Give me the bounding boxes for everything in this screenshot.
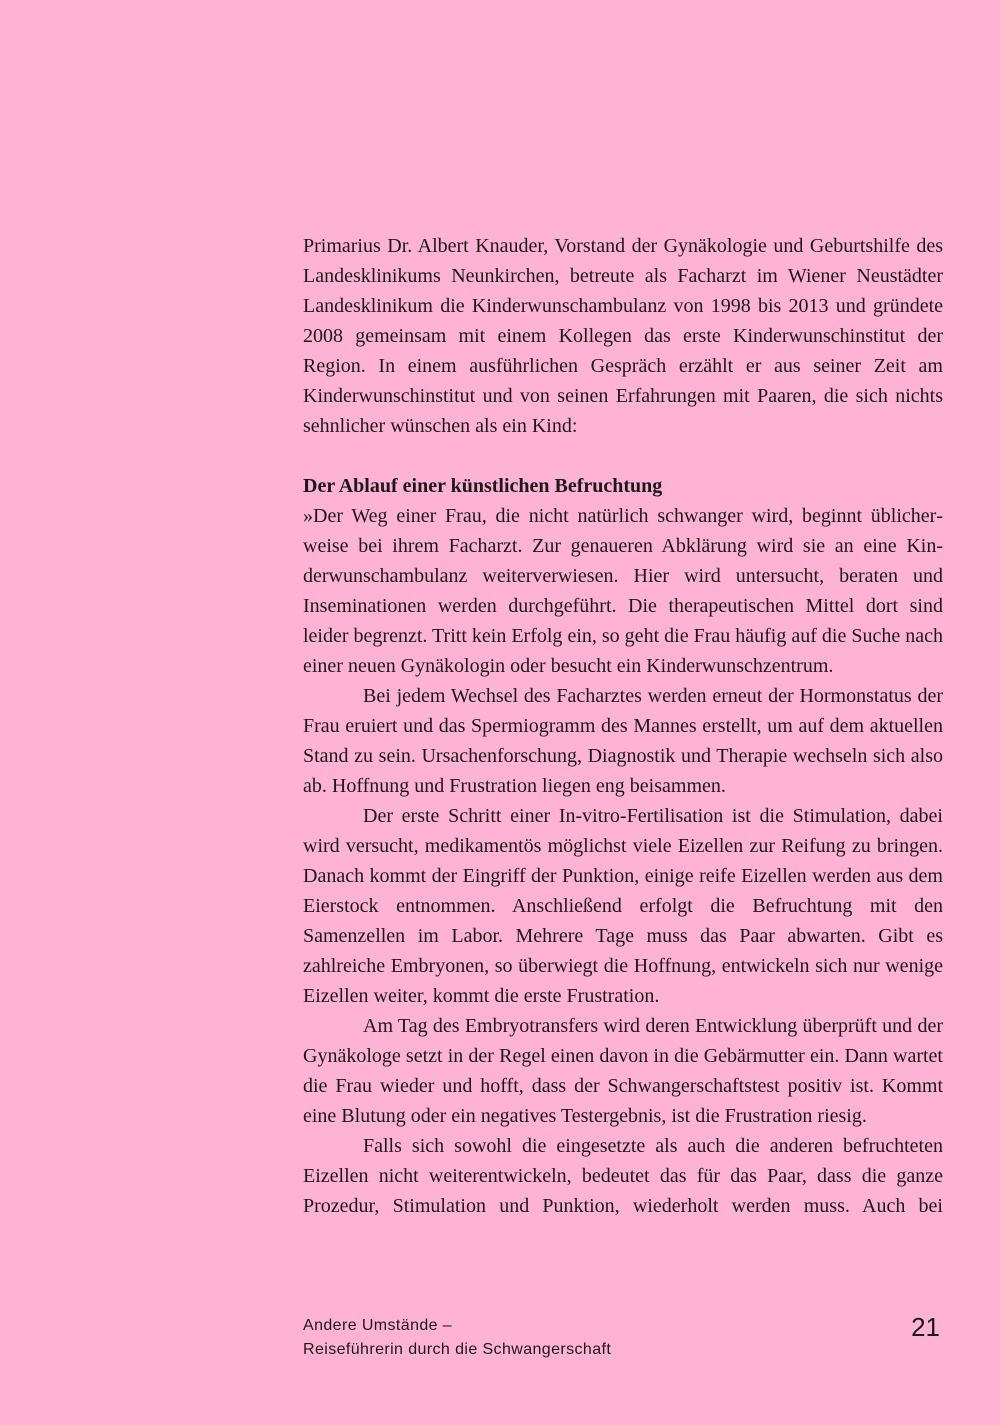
- page-number: 21: [911, 1312, 940, 1342]
- body-paragraph-4: Am Tag des Embryotransfers wird deren Entwicklung überprüft und der Gynäkologe setzt in der Regel einen davon in die Gebärmutter ein. Dann wartet die Frau wieder und hofft, dass der Schwangerschaftstest positiv ist. Kommt eine Blutung oder ein negatives Testergebnis, ist die Frustration riesig.: [303, 1015, 943, 1127]
- body-paragraph-2: Bei jedem Wechsel des Facharztes werden erneut der Hormonstatus der Frau eruiert und das Spermiogramm des Mannes erstellt, um auf dem aktuellen Stand zu sein. Ursachenforschung, Diagnostik und Therapie wechseln sich also ab. Hoffnung und Frustration liegen eng beisammen.: [303, 685, 943, 797]
- running-footer-title: [303, 1314, 611, 1362]
- body-paragraph-3: Der erste Schritt einer In-vitro-Fertilisation ist die Stimulation, dabei wird versucht, medikamentös möglichst viele Eizellen zur Reifung zu bringen. Danach kommt der Eingriff der Punktion, einige reife Eizellen werden aus dem Eierstock entnommen. Anschließend erfolgt die Befruchtung mit den Samenzellen im Labor. Mehrere Tage muss das Paar abwarten. Gibt es zahlreiche Embryonen, so überwiegt die Hoffnung, entwickeln sich nur wenige Eizellen weiter, kommt die erste Frustration.: [303, 805, 943, 1007]
- footer-title-line-2: Reiseführerin durch die Schwangerschaft: [303, 1341, 612, 1358]
- section-heading: Der Ablauf einer künstlichen Befruchtung: [303, 475, 663, 497]
- intro-paragraph: Primarius Dr. Albert Knauder, Vorstand der Gynäkologie und Geburtshilfe des Landesklinikums Neunkirchen, betreute als Facharzt im Wiener Neustädter Landesklinikum die Kinderwunschambulanz von 1998 bis 2013 und gründete 2008 gemeinsam mit einem Kollegen das erste Kinderwunschinstitut der Region. In einem ausführlichen Gespräch erzählt er aus seiner Zeit am Kinderwunschinstitut und von seinen Erfahrungen mit Paaren, die sich nichts sehnlicher wünschen als ein Kind:: [303, 235, 943, 437]
- body-paragraph-1: »Der Weg einer Frau, die nicht natürlich schwanger wird, beginnt üblicherweise bei ihrem Facharzt. Zur genaueren Abklärung wird sie an eine Kinderwunschambulanz weiterverwiesen. Hier wird untersucht, beraten und Inseminationen werden durchgeführt. Die therapeutischen Mittel dort sind leider begrenzt. Tritt kein Erfolg ein, so geht die Frau häufig auf die Suche nach einer neuen Gynäkologin oder besucht ein Kinderwunschzentrum.: [303, 505, 943, 677]
- footer-title-line-1: Andere Umstände –: [303, 1317, 453, 1334]
- article-body: [303, 231, 943, 1221]
- body-paragraph-5: Falls sich sowohl die eingesetzte als auch die anderen befruchteten Eizellen nicht weiterentwickeln, bedeutet das für das Paar, dass die ganze Prozedur, Stimulation und Punktion, wiederholt werden muss. Auch bei: [303, 1135, 943, 1217]
